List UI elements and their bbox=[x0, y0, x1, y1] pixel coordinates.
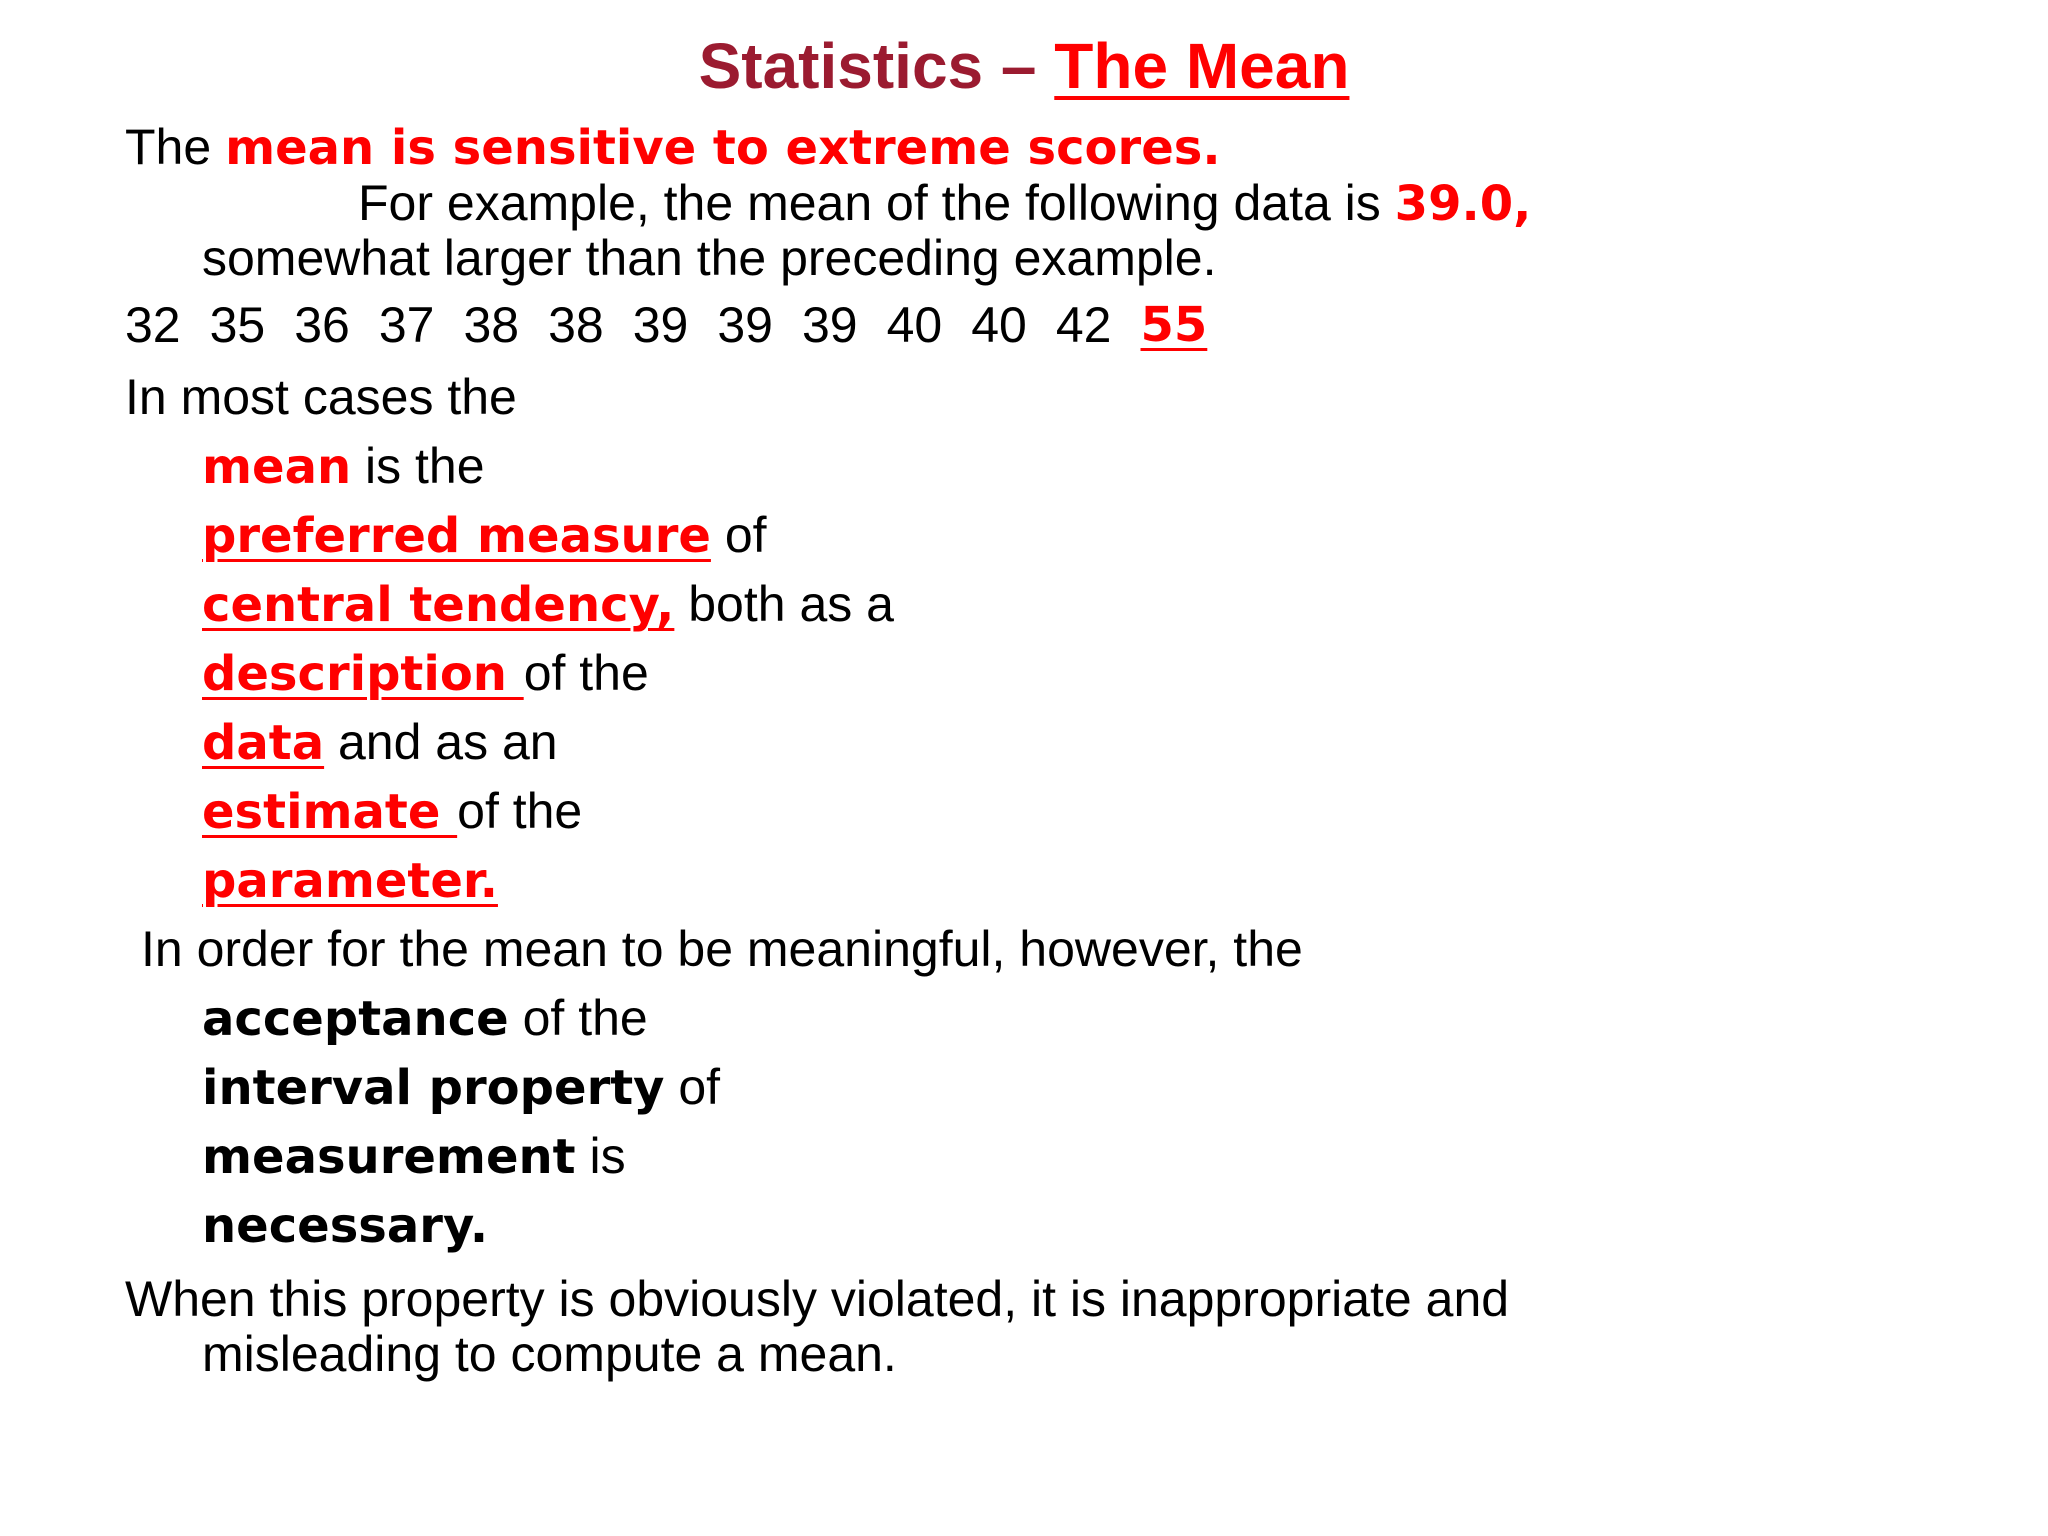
para2-line7 bbox=[202, 851, 498, 910]
example-value: 39.0, bbox=[1394, 176, 1532, 232]
data-value: 40 bbox=[886, 297, 943, 353]
data-value: 37 bbox=[378, 297, 435, 353]
para2-line4 bbox=[202, 644, 649, 703]
term-parameter: parameter. bbox=[202, 853, 498, 909]
data-value: 40 bbox=[971, 297, 1027, 353]
term-preferred-measure: preferred measure bbox=[202, 508, 711, 564]
para2-line1-rest: is the bbox=[351, 438, 485, 494]
para3-line4 bbox=[202, 1196, 488, 1255]
para2-line3 bbox=[202, 575, 894, 634]
data-value: 35 bbox=[209, 297, 266, 353]
para2-line2 bbox=[202, 506, 767, 565]
para3-line3 bbox=[202, 1127, 626, 1186]
term-data: data bbox=[202, 715, 325, 771]
example-line1 bbox=[358, 174, 1531, 233]
data-value: 39 bbox=[632, 297, 689, 353]
data-value: 39 bbox=[802, 297, 858, 353]
data-values-row bbox=[125, 296, 1207, 354]
para3-line2-rest: of bbox=[664, 1059, 721, 1115]
para2-line5 bbox=[202, 713, 558, 772]
para1-line bbox=[125, 118, 1221, 177]
data-value: 42 bbox=[1055, 297, 1112, 353]
data-value: 36 bbox=[294, 297, 350, 353]
slide-title bbox=[0, 22, 2048, 110]
term-estimate: estimate bbox=[202, 784, 458, 840]
data-value: 39 bbox=[717, 297, 773, 353]
para2-line3-rest: both as a bbox=[674, 576, 894, 632]
para4-line2: misleading to compute a mean. bbox=[202, 1326, 897, 1382]
example-text: For example, the mean of the following data is bbox=[358, 175, 1395, 231]
term-necessary: necessary. bbox=[202, 1198, 489, 1254]
title-highlight: The Mean bbox=[1054, 30, 1350, 102]
term-central-tendency: central tendency, bbox=[202, 577, 675, 633]
para4-line1: When this property is obviously violated, it is inappropriate and bbox=[125, 1271, 1510, 1327]
data-outlier-value: 55 bbox=[1140, 297, 1208, 353]
term-measurement: measurement bbox=[202, 1129, 576, 1185]
para2-line4-rest: of the bbox=[523, 645, 649, 701]
para2-line5-rest: and as an bbox=[324, 714, 558, 770]
para2-line2-rest: of bbox=[710, 507, 767, 563]
para3-line1 bbox=[202, 989, 648, 1048]
para3-line2 bbox=[202, 1058, 720, 1117]
para1-lead: The bbox=[125, 119, 226, 175]
term-interval-property: interval property bbox=[202, 1060, 665, 1116]
para3-line3-rest: is bbox=[575, 1128, 626, 1184]
para3-line1-rest: of the bbox=[508, 990, 648, 1046]
para2-intro: In most cases the bbox=[125, 369, 517, 425]
para3-intro: In order for the mean to be meaningful, however, the bbox=[141, 921, 1303, 977]
term-description: description bbox=[202, 646, 524, 702]
term-acceptance: acceptance bbox=[202, 991, 509, 1047]
para2-line6-rest: of the bbox=[457, 783, 583, 839]
term-mean: mean bbox=[202, 439, 352, 495]
title-prefix: Statistics – bbox=[698, 30, 1055, 102]
para2-line6 bbox=[202, 782, 582, 841]
data-value: 32 bbox=[125, 297, 181, 353]
data-value: 38 bbox=[463, 297, 520, 353]
data-value: 38 bbox=[548, 297, 604, 353]
para2-line1 bbox=[202, 437, 485, 496]
example-line2: somewhat larger than the preceding example. bbox=[202, 230, 1217, 286]
para1-emphasis: mean is sensitive to extreme scores. bbox=[225, 120, 1221, 176]
